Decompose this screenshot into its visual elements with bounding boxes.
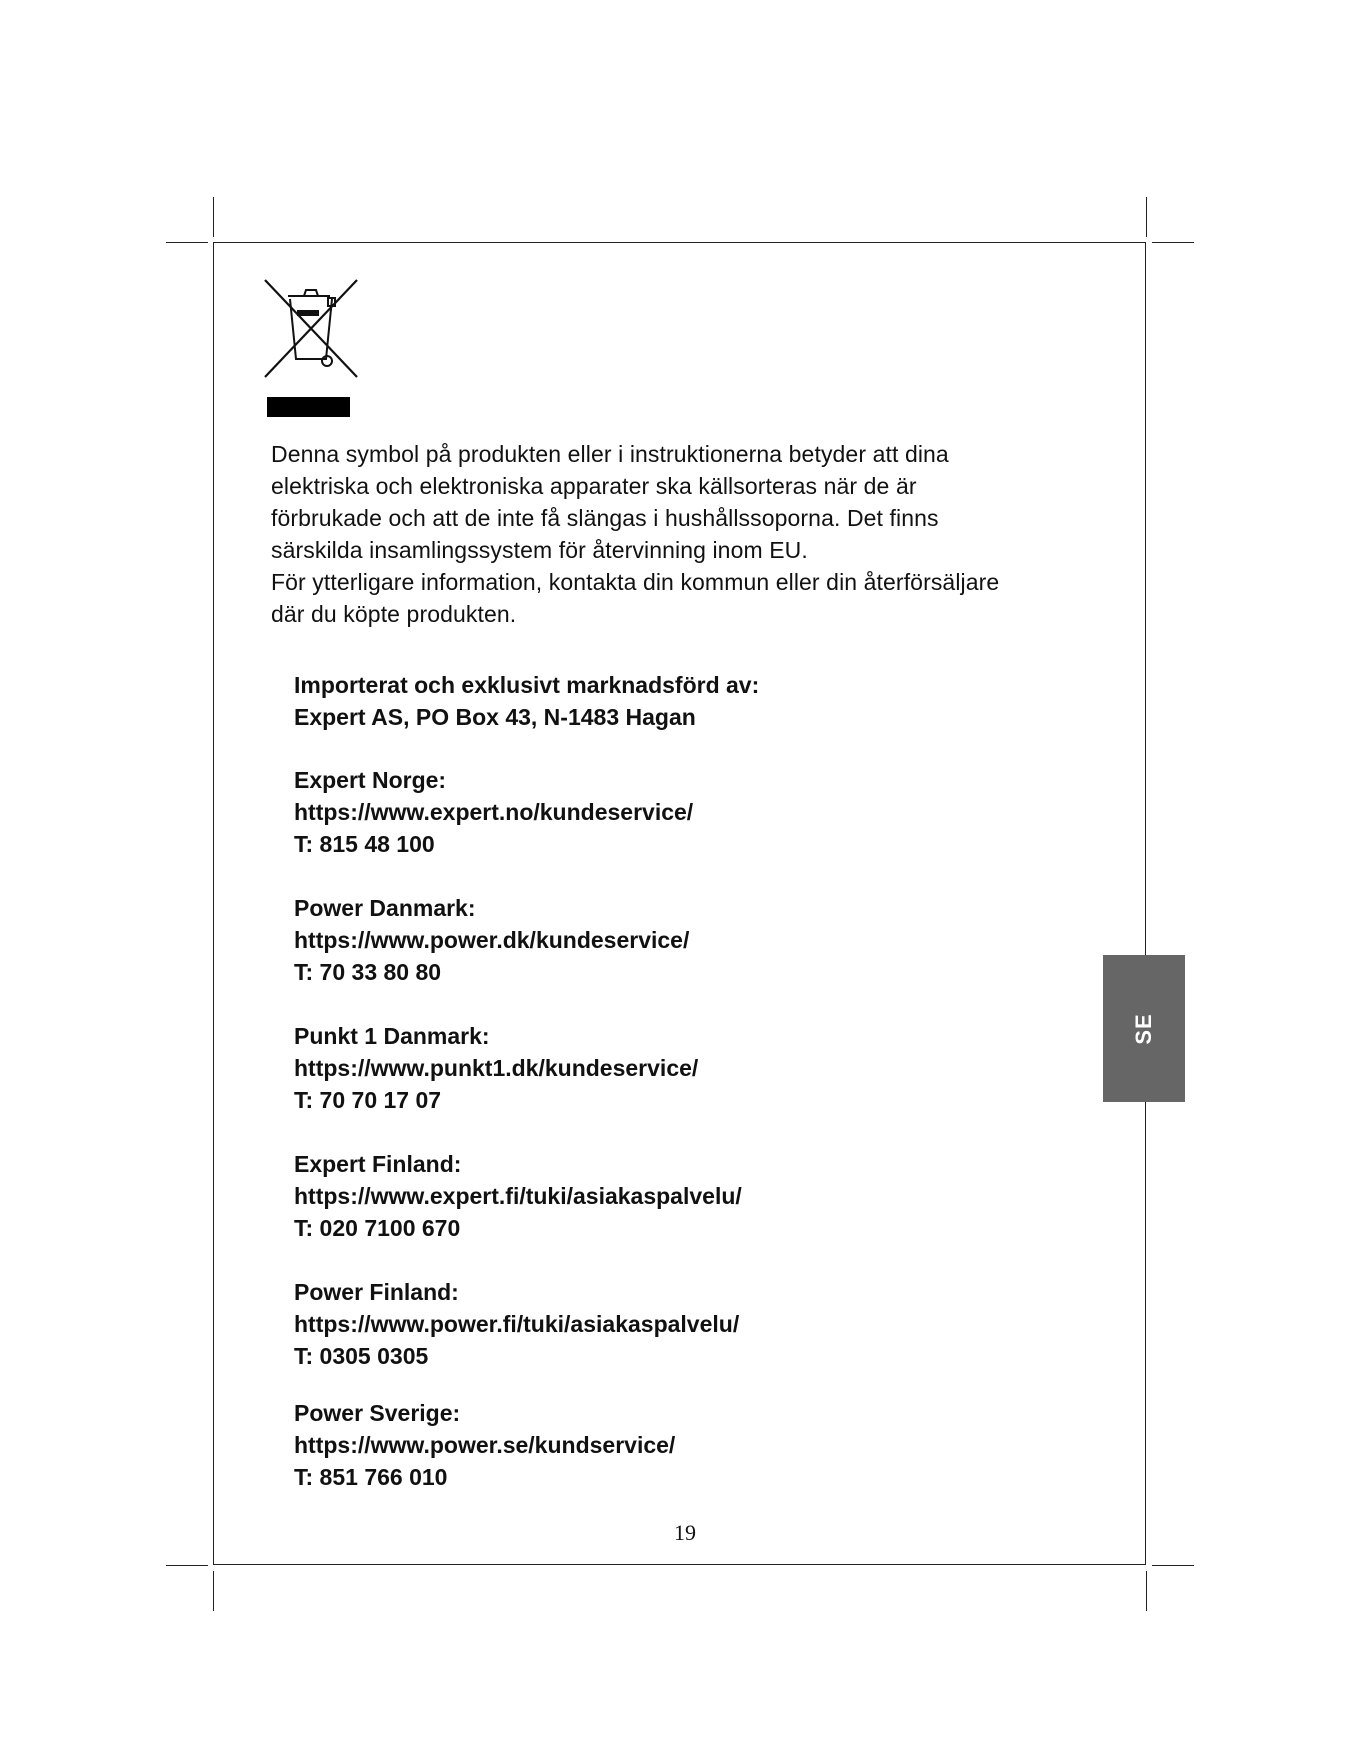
contact-name: Punkt 1 Danmark: <box>294 1023 490 1049</box>
notice-line: särskilda insamlingssystem för återvinning inom EU. <box>271 537 808 563</box>
language-tab-label: SE <box>1131 1012 1156 1045</box>
disposal-notice <box>271 438 1091 630</box>
importer-address: Expert AS, PO Box 43, N-1483 Hagan <box>294 704 696 730</box>
contact-url[interactable]: https://www.expert.no/kundeservice/ <box>294 799 694 825</box>
contact-phone: T: 0305 0305 <box>294 1343 429 1369</box>
contact-phone: T: 70 33 80 80 <box>294 959 442 985</box>
contact-phone: T: 815 48 100 <box>294 831 435 857</box>
contact-phone: T: 70 70 17 07 <box>294 1087 442 1113</box>
contact-block-power-finland <box>294 1276 739 1372</box>
contact-url[interactable]: https://www.punkt1.dk/kundeservice/ <box>294 1055 699 1081</box>
crop-mark <box>166 242 208 243</box>
contact-url[interactable]: https://www.power.se/kundservice/ <box>294 1432 676 1458</box>
language-tab <box>1103 955 1185 1102</box>
crop-mark <box>1146 197 1147 237</box>
notice-line: elektriska och elektroniska apparater ska källsorteras när de är <box>271 473 917 499</box>
contact-block-expert-norge <box>294 764 693 860</box>
crop-mark <box>1146 1571 1147 1611</box>
notice-line: där du köpte produkten. <box>271 601 517 627</box>
contact-block-punkt1-danmark <box>294 1020 698 1116</box>
importer-block <box>294 669 759 733</box>
contact-url[interactable]: https://www.expert.fi/tuki/asiakaspalvelu/ <box>294 1183 742 1209</box>
crop-mark <box>166 1565 208 1566</box>
notice-line: förbrukade och att de inte få slängas i hushållssoporna. Det finns <box>271 505 939 531</box>
contact-block-expert-finland <box>294 1148 742 1244</box>
crop-mark <box>213 1571 214 1611</box>
contact-block-power-sverige <box>294 1397 675 1493</box>
crop-mark <box>213 197 214 237</box>
crop-mark <box>1152 1565 1194 1566</box>
contact-name: Power Finland: <box>294 1279 459 1305</box>
contact-block-power-danmark <box>294 892 689 988</box>
notice-line: Denna symbol på produkten eller i instruktionerna betyder att dina <box>271 441 949 467</box>
weee-solid-bar <box>267 397 350 417</box>
contact-name: Expert Norge: <box>294 767 447 793</box>
contact-name: Power Danmark: <box>294 895 476 921</box>
contact-phone: T: 020 7100 670 <box>294 1215 461 1241</box>
importer-heading: Importerat och exklusivt marknadsförd av: <box>294 672 760 698</box>
contact-name: Power Sverige: <box>294 1400 461 1426</box>
page-number: 19 <box>674 1520 696 1545</box>
notice-line: För ytterligare information, kontakta din kommun eller din återförsäljare <box>271 569 1000 595</box>
contact-url[interactable]: https://www.power.dk/kundeservice/ <box>294 927 690 953</box>
crop-mark <box>1152 242 1194 243</box>
contact-phone: T: 851 766 010 <box>294 1464 448 1490</box>
crossed-out-wheelie-bin-icon <box>262 277 360 381</box>
contact-url[interactable]: https://www.power.fi/tuki/asiakaspalvelu/ <box>294 1311 740 1337</box>
contact-name: Expert Finland: <box>294 1151 462 1177</box>
